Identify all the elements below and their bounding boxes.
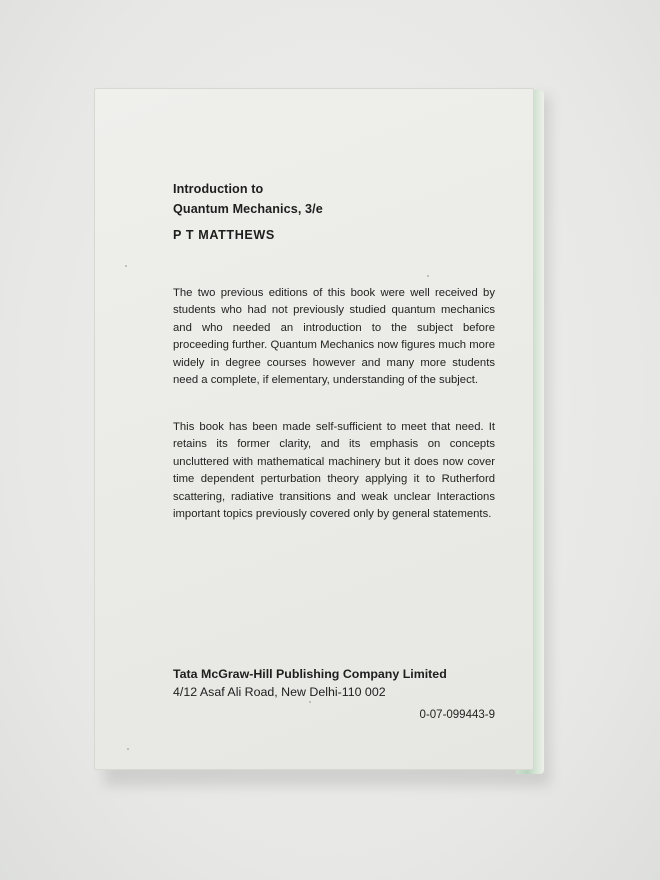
book-title-line2: Quantum Mechanics, 3/e [173, 202, 323, 216]
publisher-address: 4/12 Asaf Ali Road, New Delhi-110 002 [173, 685, 386, 699]
book-title-line1: Introduction to [173, 182, 264, 196]
description-paragraph-1: The two previous editions of this book were well received by students who had not previously studied quantum mechanics and who needed an introduction to the subject before proceeding further. Quantum Mechanics now figures much more widely in degree courses however and many more students need a complete, if elementary, understanding of the subject. [173, 287, 495, 387]
book-author: P T MATTHEWS [173, 228, 275, 242]
book-title [173, 179, 323, 219]
paper-speck [125, 265, 127, 267]
description-paragraph-2: This book has been made self-sufficient to meet that need. It retains its former clarity, and its emphasis on concepts uncluttered with mathematical machinery but it does now cover time dependent perturbation theory applying it to Rutherford scattering, radiative transitions and weak unclear Interactions important topics previously covered only by general statements. [173, 421, 495, 521]
paper-speck [309, 701, 311, 703]
book-back-cover [94, 88, 534, 770]
paper-speck [427, 275, 429, 277]
paper-speck [127, 748, 129, 750]
isbn-number: 0-07-099443-9 [419, 709, 495, 721]
publisher-name: Tata McGraw-Hill Publishing Company Limited [173, 667, 447, 681]
